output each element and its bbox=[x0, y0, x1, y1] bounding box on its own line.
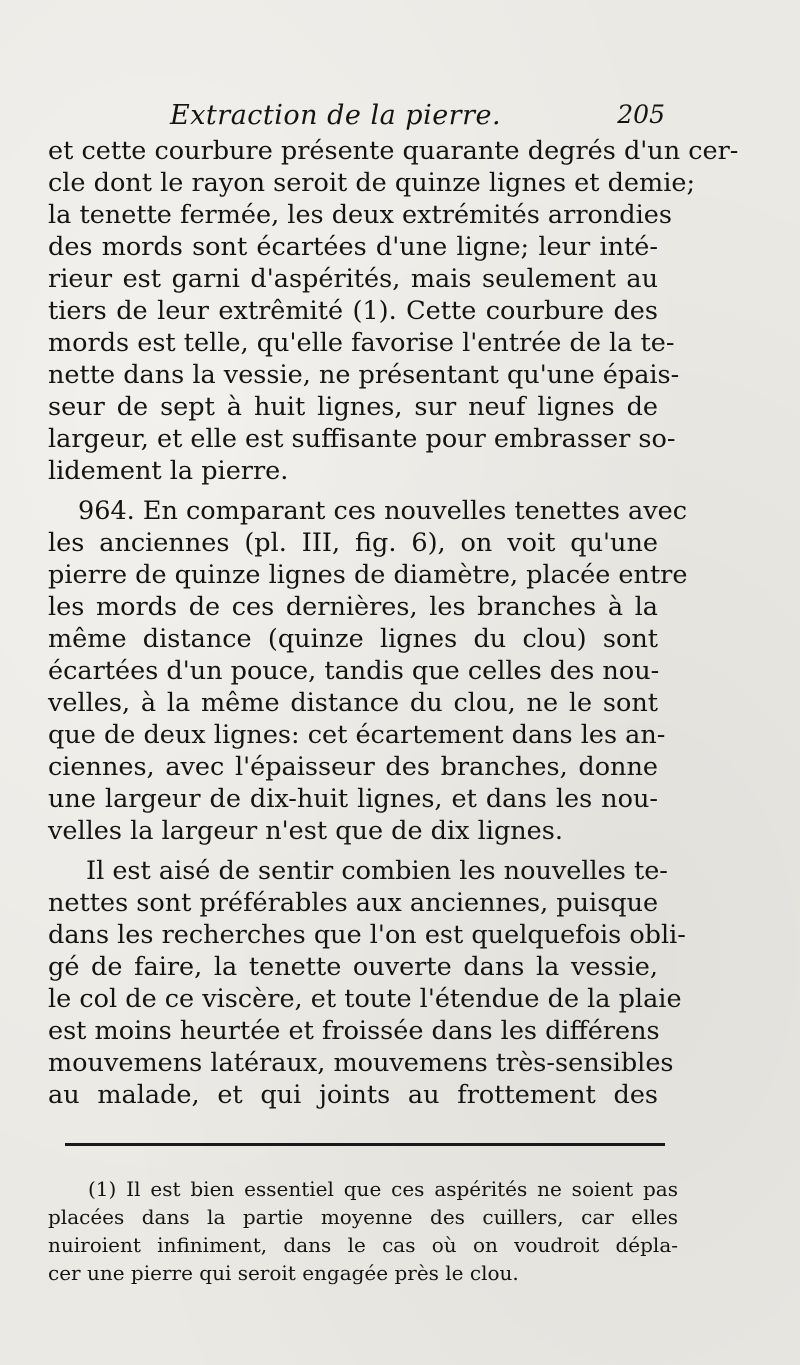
text-line: largeur, et elle est suffisante pour embrasser so- bbox=[48, 424, 676, 454]
text-line: tiers de leur extrêmité (1). Cette courbure des bbox=[48, 296, 658, 326]
footnote-line: nuiroient infiniment, dans le cas où on voudroit dépla- bbox=[48, 1233, 678, 1257]
text-line: les mords de ces dernières, les branches à la bbox=[48, 592, 658, 622]
text-line: velles, à la même distance du clou, ne le sont bbox=[48, 688, 658, 718]
text-line: seur de sept à huit lignes, sur neuf lignes de bbox=[48, 392, 658, 422]
text-line: les anciennes (pl. III, fig. 6), on voit qu'une bbox=[48, 528, 658, 558]
text-line: est moins heurtée et froissée dans les différens bbox=[48, 1016, 660, 1046]
text-line: rieur est garni d'aspérités, mais seulement au bbox=[48, 264, 658, 294]
paragraph-964-first-line: 964. En comparant ces nouvelles tenettes avec bbox=[78, 496, 687, 526]
footnote-line: placées dans la partie moyenne des cuillers, car elles bbox=[48, 1205, 678, 1229]
text-line: cle dont le rayon seroit de quinze lignes et demie; bbox=[48, 168, 696, 198]
page-number: 205 bbox=[617, 100, 665, 129]
text-line: pierre de quinze lignes de diamètre, placée entre bbox=[48, 560, 688, 590]
text-line: et cette courbure présente quarante degrés d'un cer- bbox=[48, 136, 739, 166]
text-line: que de deux lignes: cet écartement dans les an- bbox=[48, 720, 666, 750]
footnote-rule bbox=[65, 1143, 665, 1146]
text-line: mords est telle, qu'elle favorise l'entrée de la te- bbox=[48, 328, 675, 358]
page-header bbox=[170, 100, 665, 140]
paragraph-first-line: Il est aisé de sentir combien les nouvelles te- bbox=[86, 856, 668, 886]
text-line: au malade, et qui joints au frottement des bbox=[48, 1080, 658, 1110]
text-line: mouvemens latéraux, mouvemens très-sensibles bbox=[48, 1048, 674, 1078]
text-line: une largeur de dix-huit lignes, et dans les nou- bbox=[48, 784, 658, 814]
footnote-line: (1) Il est bien essentiel que ces aspérités ne soient pas bbox=[88, 1177, 678, 1201]
text-line: le col de ce viscère, et toute l'étendue de la plaie bbox=[48, 984, 682, 1014]
text-line: lidement la pierre. bbox=[48, 456, 289, 486]
running-title: Extraction de la pierre. bbox=[170, 100, 502, 131]
text-line: ciennes, avec l'épaisseur des branches, donne bbox=[48, 752, 658, 782]
text-line: nettes sont préférables aux anciennes, puisque bbox=[48, 888, 659, 918]
text-line: gé de faire, la tenette ouverte dans la vessie, bbox=[48, 952, 658, 982]
footnote-line: cer une pierre qui seroit engagée près le clou. bbox=[48, 1261, 519, 1285]
text-line: dans les recherches que l'on est quelquefois obli- bbox=[48, 920, 686, 950]
text-line: velles la largeur n'est que de dix lignes. bbox=[48, 816, 563, 846]
text-line: la tenette fermée, les deux extrémités arrondies bbox=[48, 200, 672, 230]
text-line: même distance (quinze lignes du clou) sont bbox=[48, 624, 658, 654]
text-line: nette dans la vessie, ne présentant qu'une épais- bbox=[48, 360, 680, 390]
text-line: écartées d'un pouce, tandis que celles des nou- bbox=[48, 656, 660, 686]
text-line: des mords sont écartées d'une ligne; leur inté- bbox=[48, 232, 658, 262]
